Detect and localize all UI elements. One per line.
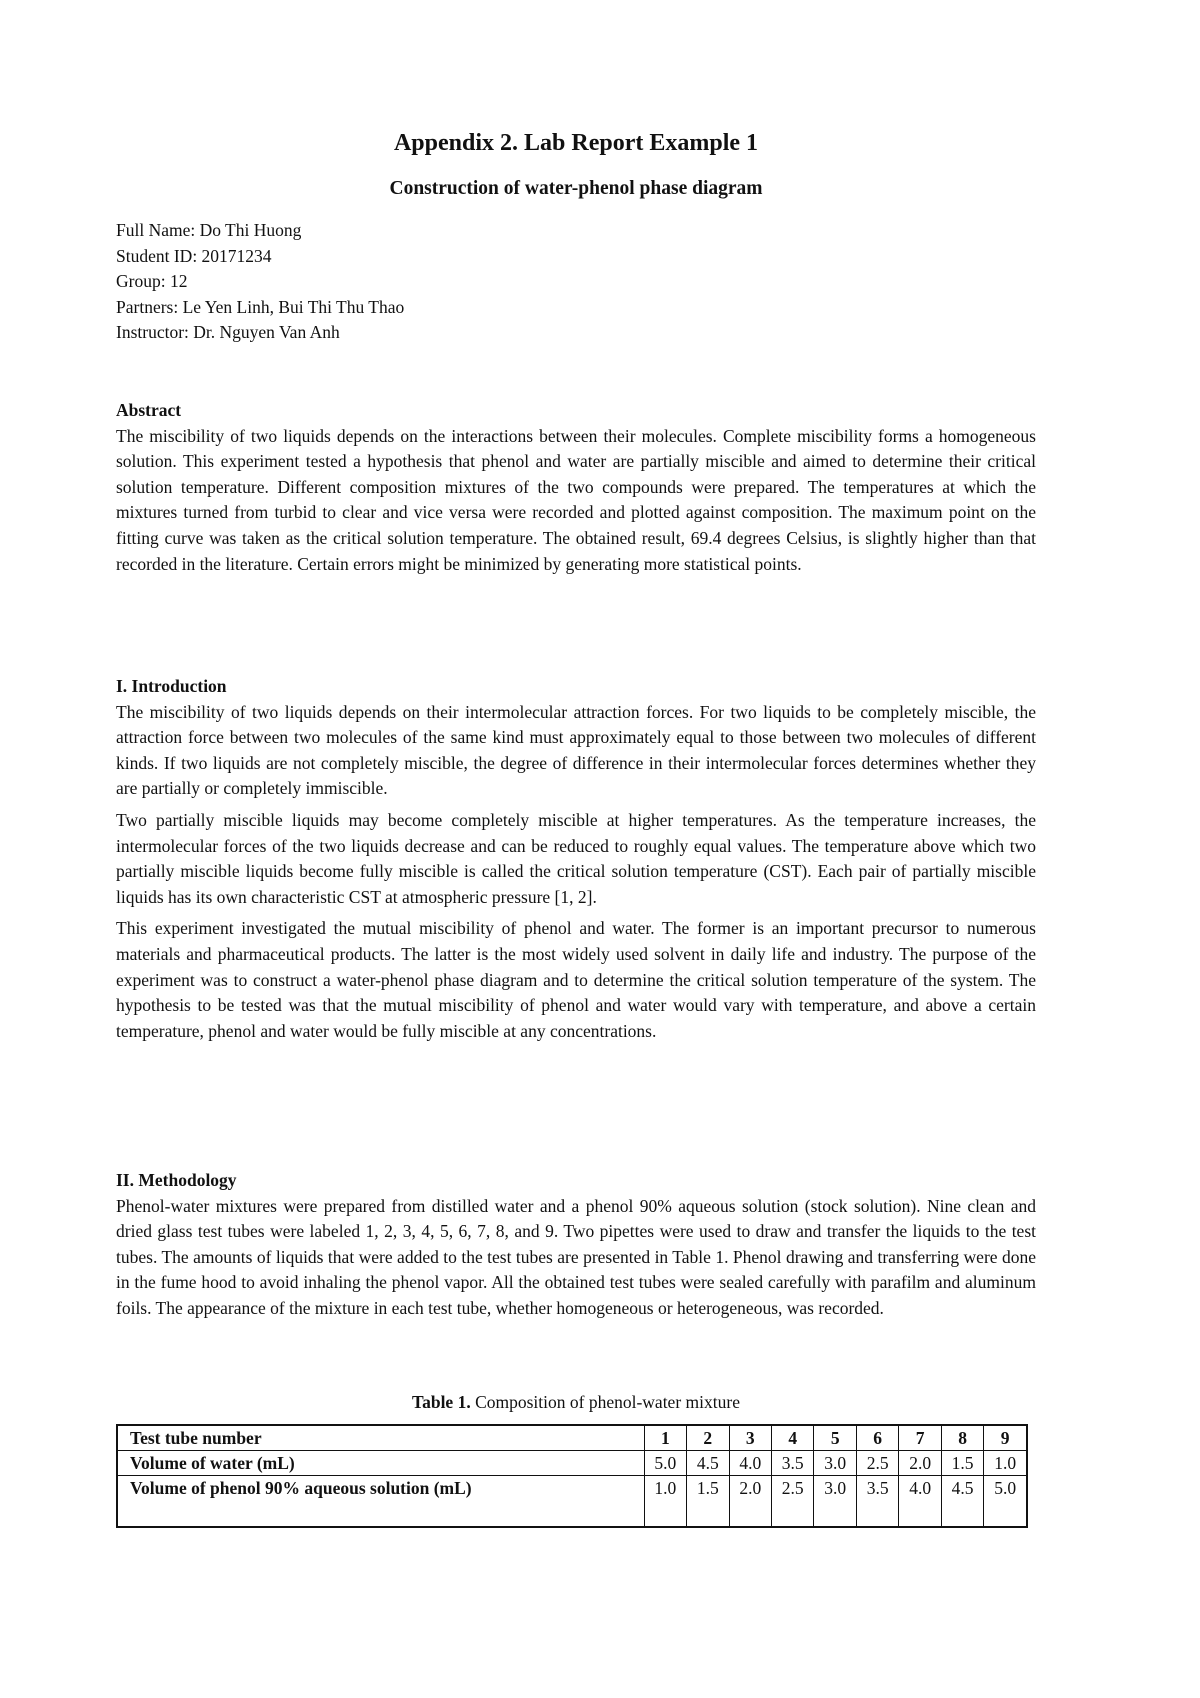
table-cell: 4	[772, 1425, 814, 1451]
table-row	[117, 1451, 1027, 1476]
introduction-heading: I. Introduction	[116, 676, 227, 696]
methodology-section	[116, 1168, 1036, 1322]
table-cell: 2	[687, 1425, 729, 1451]
methodology-heading: II. Methodology	[116, 1170, 237, 1190]
instructor: Instructor: Dr. Nguyen Van Anh	[116, 322, 340, 343]
table-cell: 4.5	[941, 1476, 983, 1528]
table-cell: 4.0	[729, 1451, 771, 1476]
table-cell: 5	[814, 1425, 856, 1451]
row-header: Volume of water (mL)	[117, 1451, 644, 1476]
table-cell: 1	[644, 1425, 686, 1451]
abstract-text: The miscibility of two liquids depends on the interactions between their molecules. Complete miscibility forms a homogeneous solution. This experiment tested a hypothesis that phenol and water are partially miscible and aimed to determine their critical solution temperature. Different composition mixtures of the two compounds were prepared. The temperatures at which the mixtures turned from turbid to clear and vice versa were recorded and plotted against composition. The maximum point on the fitting curve was taken as the critical solution temperature. The obtained result, 69.4 degrees Celsius, is slightly higher than that recorded in the literature. Certain errors might be minimized by generating more statistical points.	[116, 425, 1036, 574]
student-id: Student ID: 20171234	[116, 245, 272, 266]
table-cell: 1.5	[941, 1451, 983, 1476]
table-cell: 3.5	[856, 1476, 898, 1528]
row-header: Test tube number	[117, 1425, 644, 1451]
introduction-paragraph: This experiment investigated the mutual miscibility of phenol and water. The former is an important precursor to numerous materials and pharmaceutical products. The latter is the most widely used solvent in daily life and industry. The purpose of the experiment was to construct a water-phenol phase diagram and to determine the critical solution temperature of the system. The hypothesis to be tested was that the mutual miscibility of phenol and water would vary with temperature, and above a certain temperature, phenol and water would be fully miscible at any concentrations.	[116, 918, 1036, 1041]
table-cell: 3.5	[772, 1451, 814, 1476]
introduction-paragraph: Two partially miscible liquids may become completely miscible at higher temperatures. As the temperature increases, the intermolecular forces of the two liquids decrease and can be reduced to roughly equal values. The temperature above which two partially miscible liquids become fully miscible is called the critical solution temperature (CST). Each pair of partially miscible liquids has its own characteristic CST at atmospheric pressure [1, 2].	[116, 809, 1036, 907]
table-cell: 6	[856, 1425, 898, 1451]
table-caption-text: Composition of phenol-water mixture	[470, 1392, 740, 1412]
table-cell: 4.5	[687, 1451, 729, 1476]
page-title: Appendix 2. Lab Report Example 1	[393, 130, 759, 156]
table-cell: 9	[984, 1425, 1027, 1451]
introduction-section	[116, 674, 1036, 1044]
report-subtitle: Construction of water-phenol phase diagram	[389, 178, 763, 199]
table-cell: 4.0	[899, 1476, 941, 1528]
table-caption	[116, 1390, 1036, 1416]
table-row	[117, 1425, 1027, 1451]
table-cell: 8	[941, 1425, 983, 1451]
table-cell: 7	[899, 1425, 941, 1451]
partners: Partners: Le Yen Linh, Bui Thi Thu Thao	[116, 296, 405, 317]
table-cell: 1.5	[687, 1476, 729, 1528]
student-info	[116, 218, 1036, 346]
table-cell: 2.0	[729, 1476, 771, 1528]
table-cell: 5.0	[984, 1476, 1027, 1528]
abstract-heading: Abstract	[116, 400, 182, 420]
table-cell: 3.0	[814, 1476, 856, 1528]
full-name: Full Name: Do Thi Huong	[116, 220, 302, 240]
row-header: Volume of phenol 90% aqueous solution (mL)	[117, 1476, 644, 1528]
table-cell: 5.0	[644, 1451, 686, 1476]
abstract-section	[116, 398, 1036, 577]
table-row	[117, 1476, 1027, 1528]
table-cell: 3.0	[814, 1451, 856, 1476]
table-caption-label: Table 1.	[412, 1392, 471, 1412]
table-cell: 2.5	[772, 1476, 814, 1528]
table-cell: 1.0	[984, 1451, 1027, 1476]
introduction-paragraph: The miscibility of two liquids depends on their intermolecular attraction forces. For two liquids to be completely miscible, the attraction force between two molecules of the same kind must approximately equal to those between two molecules of different kinds. If two liquids are not completely miscible, the degree of difference in their intermolecular forces determines whether they are partially or completely immiscible.	[116, 701, 1036, 799]
table-cell: 2.5	[856, 1451, 898, 1476]
table-cell: 1.0	[644, 1476, 686, 1528]
methodology-text: Phenol-water mixtures were prepared from distilled water and a phenol 90% aqueous solution (stock solution). Nine clean and dried glass test tubes were labeled 1, 2, 3, 4, 5, 6, 7, 8, and 9. Two pipettes were used to draw and transfer the liquids to the test tubes. The amounts of liquids that were added to the test tubes are presented in Table 1. Phenol drawing and transferring were done in the fume hood to avoid inhaling the phenol vapor. All the obtained test tubes were sealed carefully with parafilm and aluminum foils. The appearance of the mixture in each test tube, whether homogeneous or heterogeneous, was recorded.	[116, 1195, 1036, 1318]
group: Group: 12	[116, 271, 188, 292]
table-cell: 3	[729, 1425, 771, 1451]
composition-table	[116, 1424, 1028, 1528]
table-cell: 2.0	[899, 1451, 941, 1476]
